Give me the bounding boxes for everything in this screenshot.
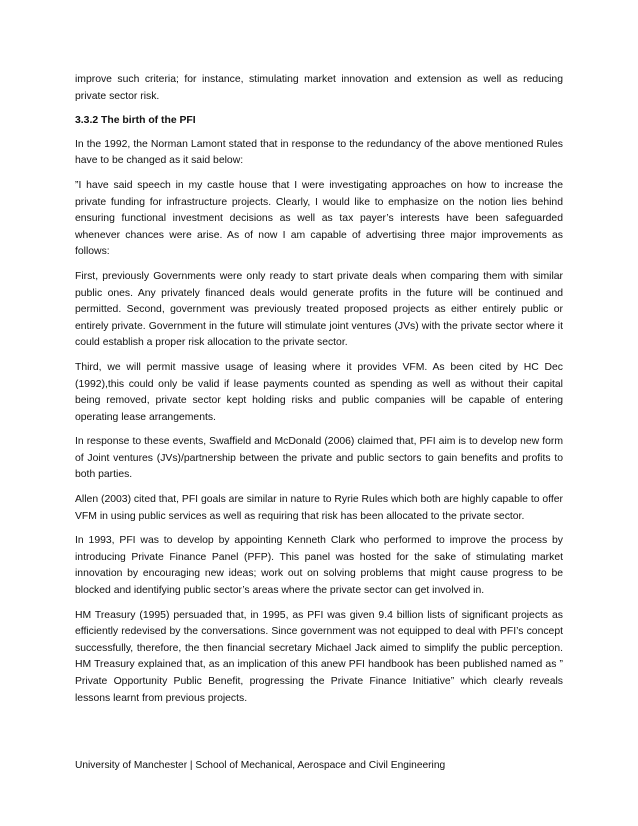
quote-paragraph: ”I have said speech in my castle house that I were investigating approaches on how to increase the private funding for infrastructure projects. Clearly, I would like to emphasize on the notion lies behind ensuring functional investment decisions as well as tax payer’s interests have been safeguarded whenever chances were arise. As of now I am capable of advertising three major improvements as follows: bbox=[75, 179, 563, 258]
page-footer: University of Manchester | School of Mechanical, Aerospace and Civil Engineering bbox=[75, 760, 446, 771]
document-body bbox=[75, 72, 563, 715]
body-paragraph: Third, we will permit massive usage of leasing where it provides VFM. As been cited by HC Dec (1992),this could only be valid if lease payments counted as spending as well as without their capital being removed, private sector kept holding risks and public companies will be capable of entering operating lease arrangements. bbox=[75, 361, 563, 423]
body-paragraph: improve such criteria; for instance, stimulating market innovation and extension as well as reducing private sector risk. bbox=[75, 74, 563, 102]
body-paragraph: First, previously Governments were only ready to start private deals when comparing them with similar public ones. Any privately financed deals would generate profits in the future will be continued and permitted. Second, government was previously treated proposed projects as either entirely public or entirely private. Government in the future will stimulate joint ventures (JVs) with the private sector where it could establish a proper risk allocation to the private sector. bbox=[75, 270, 563, 349]
body-paragraph: Allen (2003) cited that, PFI goals are similar in nature to Ryrie Rules which both are highly capable to offer VFM in using public services as well as requiring that risk has been allocated to the private sector. bbox=[75, 494, 563, 522]
body-paragraph: In the 1992, the Norman Lamont stated that in response to the redundancy of the above mentioned Rules have to be changed as it said below: bbox=[75, 138, 563, 167]
section-heading: 3.3.2 The birth of the PFI bbox=[75, 115, 196, 127]
body-paragraph: In 1993, PFI was to develop by appointing Kenneth Clark who performed to improve the process by introducing Private Finance Panel (PFP). This panel was hosted for the sake of stimulating market innovation by encouraging new ideas; work out on solving problems that might cause progress to be blocked and identifying public sector’s areas where the private sector can get involved in. bbox=[75, 535, 563, 597]
body-paragraph: HM Treasury (1995) persuaded that, in 1995, as PFI was given 9.4 billion lists of significant projects as efficiently redevised by the conversations. Since government was not equipped to deal with PFI’s concept successfully, therefore, the then financial secretary Michael Jack aimed to simplify the public perception. HM Treasury explained that, as an implication of this anew PFI handbook has been published named as ” Private Opportunity Public Benefit, progressing the Private Finance Initiative” which clearly reveals lessons learnt from previous projects. bbox=[75, 609, 563, 704]
body-paragraph: In response to these events, Swaffield and McDonald (2006) claimed that, PFI aim is to develop new form of Joint ventures (JVs)/partnership between the private and public sectors to gain benefits and profits to both parties. bbox=[75, 436, 563, 481]
